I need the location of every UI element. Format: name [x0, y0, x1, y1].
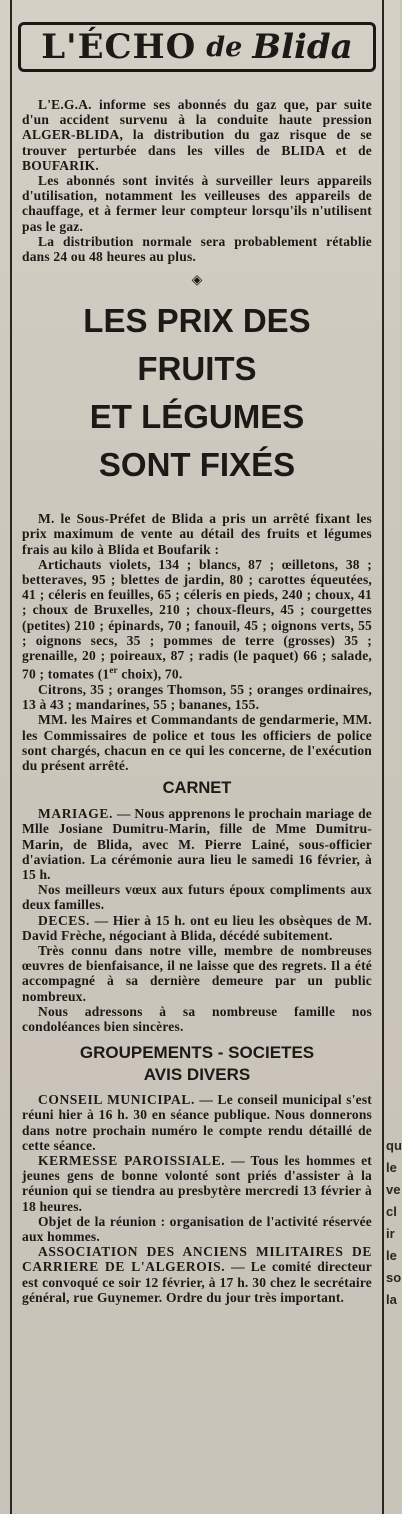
association-paragraph [22, 1244, 372, 1305]
prices-intro: M. le Sous-Préfet de Blida a pris un arrêté fixant les prix maximum de vente au détail des fruits et légumes frais au kilo à Blida et Boufarik : [22, 511, 372, 557]
masthead-de: de [206, 31, 243, 63]
headline-line: ET LÉGUMES [89, 398, 305, 436]
masthead-town: Blida [252, 27, 353, 67]
association-text: — Le comité directeur est convoqué ce soir 12 février, à 17 h. 30 chez le secrétaire général, rue Guynemer. Ordre du jour très important. [22, 1259, 372, 1305]
kermesse-lead: KERMESSE PAROISSIALE. [38, 1153, 226, 1169]
deces-detail: Très connu dans notre ville, membre de nombreuses œuvres de bienfaisance, il ne laisse que des regrets. Il a été accompagné à sa dernière demeure par un public nombreux. [22, 943, 372, 1004]
fragment-line: le [386, 1248, 397, 1263]
headline [22, 297, 372, 489]
voeux-paragraph: Nos meilleurs vœux aux futurs époux compliments aux deux familles. [22, 882, 372, 913]
adjacent-column-fragment [386, 1135, 400, 1311]
fragment-line: cl [386, 1204, 397, 1219]
deces-paragraph [22, 913, 372, 943]
mariage-paragraph [22, 806, 372, 882]
gas-notice-paragraph: Les abonnés sont invités à surveiller leurs appareils d'utilisation, notamment les veilleuses des appareils de chauffage, et à fermer leur compteur lorsqu'ils n'utilisent pas le gaz. [22, 173, 372, 234]
groupements-title: GROUPEMENTS - SOCIETES [79, 1043, 315, 1063]
carnet-heading: CARNET [162, 779, 232, 798]
mariage-text: — Nous apprenons le prochain mariage de Mlle Josiane Dumitru-Marin, fille de Mme Dumitru-Marin, de Blida, avec M. Pierre Lainé, sous-officier d'aviation. La cérémonie aura lieu le samedi 16 février, à 15 h. [22, 806, 372, 882]
condoleances-paragraph: Nous adressons à sa nombreuse famille nos condoléances bien sincères. [22, 1003, 372, 1035]
masthead-title: L'ÉCHO [41, 27, 197, 67]
fruit-prices: Citrons, 35 ; oranges Thomson, 55 ; oranges ordinaires, 13 à 43 ; mandarines, 55 ; bananes, 155. [22, 681, 372, 713]
conseil-lead: CONSEIL MUNICIPAL. [38, 1092, 195, 1108]
conseil-paragraph [22, 1092, 372, 1153]
headline-line: LES PRIX DES FRUITS [83, 302, 311, 388]
groupements-heading [22, 1042, 372, 1086]
avis-title: AVIS DIVERS [143, 1065, 251, 1085]
article-column [10, 0, 384, 1514]
kermesse-text: — Tous les hommes et jeunes gens de bonne volonté sont priés d'assister à la réunion qui se tiendra au presbytère mercredi 13 février à 18 heures. [22, 1153, 372, 1214]
separator-ornament: ◈ [191, 273, 203, 289]
conseil-text: — Le conseil municipal s'est réuni hier à 16 h. 30 en séance publique. Nous donnerons dans notre prochain numéro le compte rendu détaillé de cette séance. [22, 1092, 372, 1153]
gas-notice-paragraph: La distribution normale sera probablement rétablie dans 24 ou 48 heures au plus. [22, 233, 372, 265]
fragment-line: la [386, 1292, 397, 1307]
vegetable-prices [22, 557, 372, 682]
fragment-line: le [386, 1160, 397, 1175]
fragment-line: qu [386, 1138, 402, 1153]
superscript: er [109, 665, 118, 676]
mariage-lead: MARIAGE. [38, 806, 113, 822]
column-body [12, 97, 382, 1305]
gas-notice-paragraph: L'E.G.A. informe ses abonnés du gaz que, par suite d'un accident survenu à la conduite haute pression ALGER-BLIDA, la distribution du gaz risque de se trouver perturbée dans les villes de BLIDA et de BOUFARIK. [22, 97, 372, 173]
fragment-line: ve [386, 1182, 401, 1197]
fragment-line: so [386, 1270, 402, 1285]
deces-lead: DECES. [38, 912, 90, 928]
deces-text: — Hier à 15 h. ont eu lieu les obsèques de M. David Frèche, négociant à Blida, décédé subitement. [22, 912, 372, 943]
association-lead: ASSOCIATION DES ANCIENS MILITAIRES DE CARRIERE DE L'ALGEROIS. [22, 1244, 372, 1275]
kermesse-paragraph [22, 1153, 372, 1214]
objet-paragraph: Objet de la réunion : organisation de l'activité réservée aux hommes. [22, 1213, 372, 1245]
masthead [18, 22, 376, 72]
vegetable-prices-text: Artichauts violets, 134 ; blancs, 87 ; œilletons, 38 ; betteraves, 95 ; blettes de jardin, 80 ; carottes équeutées, 41 ; céleris en feuilles, 65 ; céleris en pieds, 240 ; choux, 41 ; choux de Bruxelles, 210 ; choux-fleurs, 45 ; courgettes (petites) 210 ; épinards, 70 ; fanouil, 45 ; oignons verts, 55 ; oignons secs, 35 ; pommes de terre (grosses) 35 ; grenaille, 20 ; poireaux, 87 ; radis (le paquet) 66 ; salade, 70 ; tomates (1 [22, 556, 372, 682]
fragment-line: ir [386, 1226, 395, 1241]
headline-line: SONT FIXÉS [98, 446, 296, 484]
prices-closing: MM. les Maires et Commandants de gendarmerie, MM. les Commissaires de police et tous les officiers de police sont chargés, chacun en ce qui les concerne, de l'exécution du présent arrêté. [22, 712, 372, 773]
vegetable-prices-end: choix), 70. [117, 666, 183, 682]
